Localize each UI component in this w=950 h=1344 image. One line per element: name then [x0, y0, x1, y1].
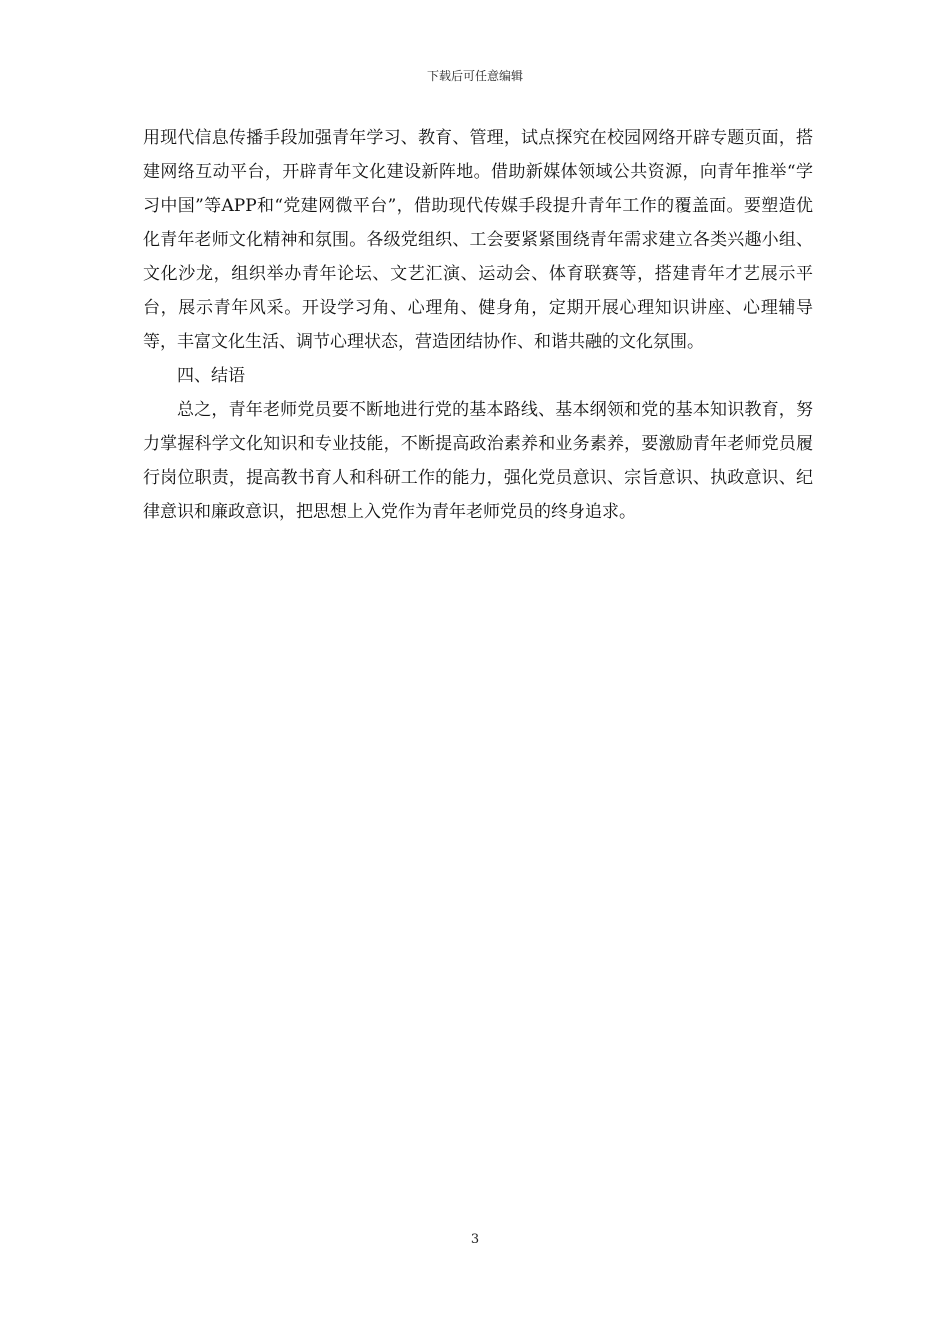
document-body	[143, 121, 813, 529]
page-header: 下载后可任意编辑	[426, 69, 523, 83]
page-number: 3	[470, 1232, 480, 1247]
body-paragraph-conclusion: 总之，青年老师党员要不断地进行党的基本路线、基本纲领和党的基本知识教育，努力掌握科学文化知识和专业技能，不断提高政治素养和业务素养，要激励青年老师党员履行岗位职责，提高教书育人和科研工作的能力，强化党员意识、宗旨意识、执政意识、纪律意识和廉政意识，把思想上入党作为青年老师党员的终身追求。	[143, 400, 813, 522]
section-heading-conclusion: 四、结语	[177, 366, 245, 386]
body-paragraph-continued: 用现代信息传播手段加强青年学习、教育、管理，试点探究在校园网络开辟专题页面，搭建网络互动平台，开辟青年文化建设新阵地。借助新媒体领域公共资源，向青年推举“学习中国”等APP和“党建网微平台”，借助现代传媒手段提升青年工作的覆盖面。要塑造优化青年老师文化精神和氛围。各级党组织、工会要紧紧围绕青年需求建立各类兴趣小组、文化沙龙，组织举办青年论坛、文艺汇演、运动会、体育联赛等，搭建青年才艺展示平台，展示青年风采。开设学习角、心理角、健身角，定期开展心理知识讲座、心理辅导等，丰富文化生活、调节心理状态，营造团结协作、和谐共融的文化氛围。	[143, 128, 813, 352]
